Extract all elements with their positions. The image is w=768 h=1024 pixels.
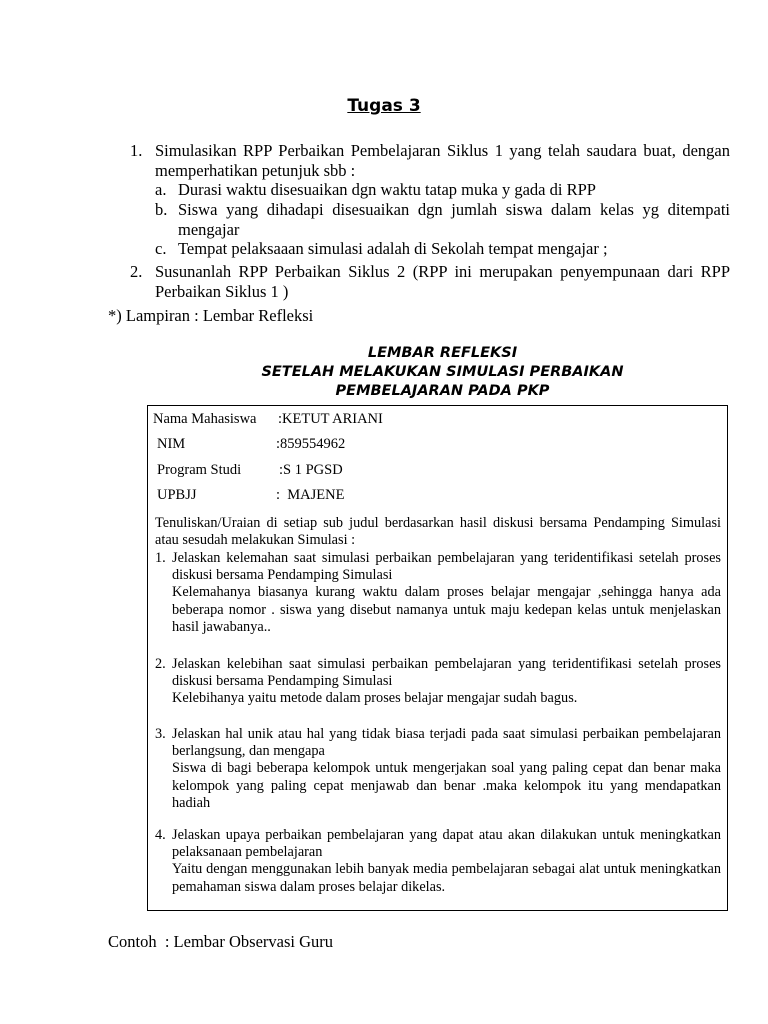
subitem-text: Durasi waktu disesuaikan dgn waktu tatap muka y gada di RPP xyxy=(178,180,596,199)
answer-text: Kelebihanya yaitu metode dalam proses belajar mengajar sudah bagus. xyxy=(172,690,578,707)
question-number: 3. xyxy=(155,726,166,742)
reflection-heading xyxy=(100,344,768,401)
question-number: 2. xyxy=(155,656,166,672)
instruction-text: Tenuliskan/Uraian di setiap sub judul berdasarkan hasil diskusi bersama Pendamping Simulasi atau sesudah melakukan Simulasi : xyxy=(155,515,721,549)
name-label: Nama Mahasiswa xyxy=(153,411,257,427)
upbjj-value: : MAJENE xyxy=(276,487,345,503)
nim-label: NIM xyxy=(157,436,186,452)
nim-value: :859554962 xyxy=(276,436,346,452)
answer-text: Yaitu dengan menggunakan lebih banyak media pembelajaran sebagai alat untuk meningkatkan pemahaman siswa dalam proses belajar dikelas. xyxy=(172,861,721,895)
task-number: 1. xyxy=(130,141,143,160)
task-subitem xyxy=(155,180,730,200)
upbjj-label: UPBJJ xyxy=(157,487,197,503)
task-text: Simulasikan RPP Perbaikan Pembelajaran Siklus 1 yang telah saudara buat, dengan memperhatikan petunjuk sbb : xyxy=(155,141,730,180)
reflection-form-box xyxy=(147,405,728,911)
question-number: 1. xyxy=(155,550,166,566)
task-number: 2. xyxy=(130,262,143,281)
contoh-note: Contoh : Lembar Observasi Guru xyxy=(108,932,333,951)
task-text: Susunanlah RPP Perbaikan Siklus 2 (RPP ini merupakan penyempunaan dari RPP Perbaikan Siklus 1 ) xyxy=(155,262,730,301)
prodi-value: :S 1 PGSD xyxy=(279,462,343,478)
question-item xyxy=(155,827,721,896)
question-number: 4. xyxy=(155,827,166,843)
task-subitem xyxy=(155,239,730,259)
name-value: :KETUT ARIANI xyxy=(278,411,383,427)
question-item xyxy=(155,656,721,708)
question-text: Jelaskan upaya perbaikan pembelajaran yang dapat atau akan dilakukan untuk meningkatkan pelaksanaan pembelajaran xyxy=(172,827,721,861)
task-subitem xyxy=(155,200,730,240)
task-item xyxy=(130,141,730,181)
reflection-heading-line: LEMBAR REFLEKSI xyxy=(367,345,518,361)
prodi-label: Program Studi xyxy=(157,462,242,478)
page-title: Tugas 3 xyxy=(347,96,421,116)
question-item xyxy=(155,550,721,636)
subitem-text: Siswa yang dihadapi disesuaikan dgn jumlah siswa dalam kelas yg ditempati mengajar xyxy=(178,200,730,239)
answer-text: Siswa di bagi beberapa kelompok untuk mengerjakan soal yang paling cepat dan benar maka kelompok yang paling cepat menjawab dan benar .maka kelompok itu yang mendapatkan hadiah xyxy=(172,760,721,811)
task-item xyxy=(130,262,730,302)
subitem-letter: a. xyxy=(155,180,167,199)
question-text: Jelaskan kelebihan saat simulasi perbaikan pembelajaran yang teridentifikasi setelah proses diskusi bersama Pendamping Simulasi xyxy=(172,656,721,690)
subitem-letter: c. xyxy=(155,239,167,258)
lampiran-note: *) Lampiran : Lembar Refleksi xyxy=(108,306,314,325)
question-text: Jelaskan hal unik atau hal yang tidak biasa terjadi pada saat simulasi perbaikan pembelajaran berlangsung, dan mengapa xyxy=(172,726,721,760)
subitem-letter: b. xyxy=(155,200,168,219)
question-item xyxy=(155,726,721,812)
reflection-heading-line: SETELAH MELAKUKAN SIMULASI PERBAIKAN xyxy=(261,364,624,380)
subitem-text: Tempat pelaksaaan simulasi adalah di Sekolah tempat mengajar ; xyxy=(178,239,608,258)
reflection-heading-line: PEMBELAJARAN PADA PKP xyxy=(335,383,550,399)
question-text: Jelaskan kelemahan saat simulasi perbaikan pembelajaran yang teridentifikasi setelah proses diskusi bersama Pendamping Simulasi xyxy=(172,550,721,584)
answer-text: Kelemahanya biasanya kurang waktu dalam proses belajar mengajar ,sehingga hanya ada beberapa nomor . siswa yang disebut namanya untuk maju kedepan kelas untuk menjelaskan hasil jawabanya.. xyxy=(172,584,721,635)
